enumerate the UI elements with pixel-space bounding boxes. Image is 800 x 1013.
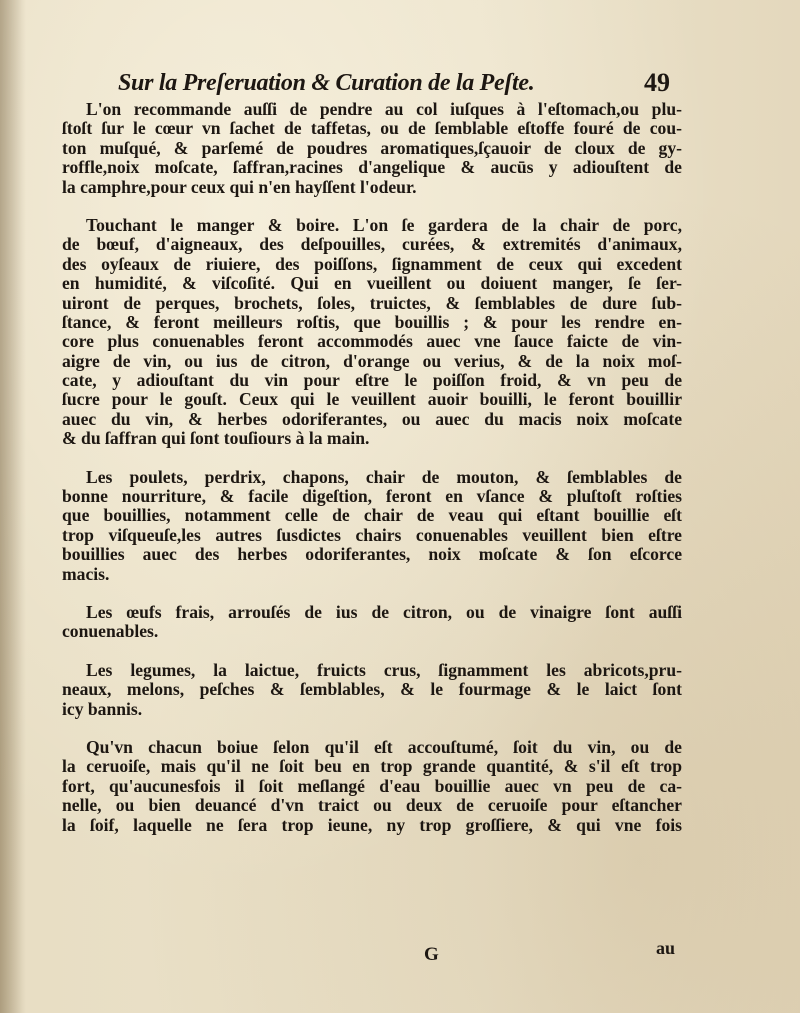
- text-line: fort, qu'aucunesfois il ſoit meſlangé d'eau bouillie auec vn peu de ca-: [62, 776, 682, 796]
- paragraph-gap: [62, 449, 682, 468]
- text-line: la ſoif, laquelle ne ſera trop ieune, ny trop groſſiere, & qui vne fois: [62, 815, 682, 835]
- text-line: ton muſqué, & parſemé de poudres aromatiques,ſçauoir de cloux de gy-: [62, 138, 682, 158]
- text-line: ſtoſt ſur le cœur vn ſachet de taffetas, ou de ſemblable eſtoffe fouré de cou-: [62, 119, 682, 139]
- text-line: L'on recommande auſſi de pendre au col iuſques à l'eſtomach,ou plu-: [86, 100, 682, 119]
- text-line: Les poulets, perdrix, chapons, chair de mouton, & ſemblables de: [86, 467, 682, 487]
- text-line: macis.: [62, 564, 110, 584]
- running-head: [118, 68, 688, 104]
- text-line: ſtance, & feront meilleurs roſtis, que bouillis ; & pour les rendre en-: [62, 312, 682, 332]
- paragraph: [62, 468, 682, 584]
- text-line: auec du vin, & herbes odoriferantes, ou auec du macis noix moſcate: [62, 409, 682, 429]
- paragraph: [62, 738, 682, 835]
- text-line: cate, y adiouſtant du vin pour eſtre le poiſſon froid, & vn peu de: [62, 371, 682, 391]
- text-line: que bouillies, notamment celle de chair de veau qui eſtant bouillie eſt: [62, 506, 682, 526]
- paragraph-gap: [62, 642, 682, 661]
- text-line: la ceruoiſe, mais qu'il ne ſoit beu en trop grande quantité, & s'il eſt trop: [62, 757, 682, 777]
- text-line: bonne nourriture, & facile digeſtion, feront en vſance & pluſtoſt roſties: [62, 487, 682, 507]
- paragraph-gap: [62, 584, 682, 603]
- spine-shadow: [0, 0, 26, 1013]
- text-line: la camphre,pour ceux qui n'en hayſſent l'odeur.: [62, 177, 417, 197]
- body-text: [62, 100, 682, 835]
- text-line: Touchant le manger & boire. L'on ſe gardera de la chair de porc,: [86, 215, 682, 235]
- text-line: icy bannis.: [62, 699, 143, 719]
- text-line: bouillies auec des herbes odoriferantes, noix moſcate & ſon eſcorce: [62, 545, 682, 565]
- running-head-title: Sur la Preſeruation & Curation de la Peſte.: [118, 70, 535, 96]
- text-line: aigre de vin, ou ius de citron, d'orange ou verius, & de la noix moſ-: [62, 351, 682, 371]
- paragraph-gap: [62, 197, 682, 216]
- paragraph: [62, 216, 682, 449]
- text-line: trop viſqueuſe,les autres ſusdictes chairs conuenables veuillent bien eſtre: [62, 525, 682, 545]
- text-line: roffle,noix moſcate, ſaffran,racines d'angelique & aucūs y adiouſtent de: [62, 158, 682, 178]
- text-line: Les legumes, la laictue, fruicts crus, ſignamment les abricots,pru-: [86, 660, 682, 680]
- text-line: Qu'vn chacun boiue ſelon qu'il eſt accouſtumé, ſoit du vin, ou de: [86, 737, 682, 757]
- text-line: uiront de perques, brochets, ſoles, truictes, & ſemblables de dure ſub-: [62, 293, 682, 313]
- text-line: des oyſeaux de riuiere, des poiſſons, ſignamment de ceux qui excedent: [62, 254, 682, 274]
- text-line: neaux, melons, peſches & ſemblables, & le fourmage & le laict ſont: [62, 680, 682, 700]
- text-line: Les œufs frais, arrouſés de ius de citron, ou de vinaigre ſont auſſi: [86, 602, 682, 622]
- page-number: 49: [644, 68, 670, 97]
- paragraph-gap: [62, 719, 682, 738]
- paragraph: [62, 661, 682, 719]
- signature-mark: G: [424, 944, 439, 965]
- paragraph: [62, 100, 682, 197]
- text-line: de bœuf, d'aigneaux, des deſpouilles, curées, & extremités d'animaux,: [62, 235, 682, 255]
- text-line: en humidité, & viſcoſité. Qui en vueillent ou doiuent manger, ſe ſer-: [62, 274, 682, 294]
- text-line: core plus conuenables feront accommodés auec vne ſauce faicte de vin-: [62, 332, 682, 352]
- text-line: & du ſaffran qui ſont touſiours à la main.: [62, 429, 370, 449]
- catchword: au: [656, 938, 676, 958]
- text-line: conuenables.: [62, 622, 159, 642]
- text-line: nelle, ou bien deuancé d'vn traict ou deux de ceruoiſe pour eſtancher: [62, 796, 682, 816]
- text-line: ſucre pour le gouſt. Ceux qui le veuillent auoir bouilli, le feront bouillir: [62, 390, 682, 410]
- paragraph: [62, 603, 682, 642]
